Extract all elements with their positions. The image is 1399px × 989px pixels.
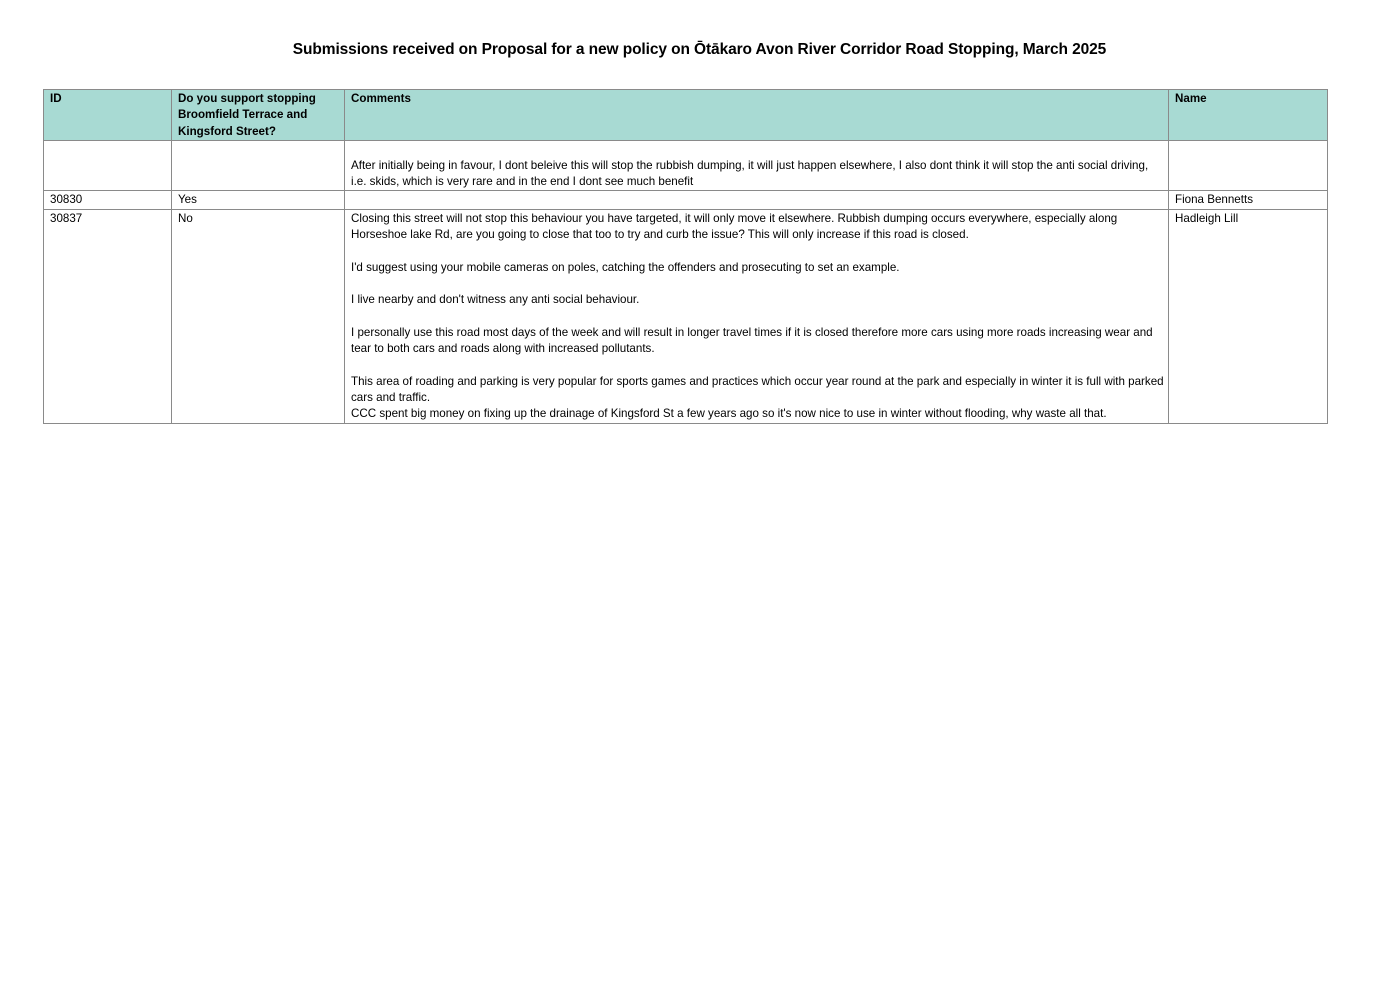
page-title: Submissions received on Proposal for a new policy on Ōtākaro Avon River Corridor Road Stopping, March 2025 bbox=[292, 41, 1107, 58]
submissions-table bbox=[43, 89, 1328, 424]
column-header-support: Do you support stopping Broomfield Terrace and Kingsford Street? bbox=[172, 90, 345, 141]
cell-id: 30837 bbox=[44, 209, 172, 423]
comment-paragraph: This area of roading and parking is very popular for sports games and practices which occur year round at the park and especially in winter it is full with parked cars and traffic. bbox=[351, 374, 1164, 405]
table-header-row bbox=[44, 90, 1328, 141]
cell-comments bbox=[345, 140, 1169, 191]
cell-name: Fiona Bennetts bbox=[1169, 191, 1328, 209]
table-row bbox=[44, 191, 1328, 209]
column-header-comments: Comments bbox=[345, 90, 1169, 141]
cell-name: Hadleigh Lill bbox=[1169, 209, 1328, 423]
cell-support: No bbox=[172, 209, 345, 423]
comment-paragraph: I'd suggest using your mobile cameras on poles, catching the offenders and prosecuting to set an example. bbox=[351, 260, 900, 274]
cell-support bbox=[172, 140, 345, 191]
cell-comments bbox=[345, 191, 1169, 209]
column-header-id: ID bbox=[44, 90, 172, 141]
cell-id bbox=[44, 140, 172, 191]
table-row bbox=[44, 209, 1328, 423]
cell-support: Yes bbox=[172, 191, 345, 209]
cell-id: 30830 bbox=[44, 191, 172, 209]
comment-text: After initially being in favour, I dont beleive this will stop the rubbish dumping, it will just happen elsewhere, I also dont think it will stop the anti social driving, i.e. skids, which is very rare and in the end I dont see much benefit bbox=[351, 158, 1149, 189]
table-row bbox=[44, 140, 1328, 191]
comment-paragraph: I live nearby and don't witness any anti social behaviour. bbox=[351, 293, 640, 307]
column-header-name: Name bbox=[1169, 90, 1328, 141]
comment-paragraph: Closing this street will not stop this behaviour you have targeted, it will only move it elsewhere. Rubbish dumping occurs everywhere, especially along Horseshoe lake Rd, are you going to close that too to try and curb the issue? This will only increase if this road is closed. bbox=[351, 211, 1118, 242]
comment-paragraph: CCC spent big money on fixing up the drainage of Kingsford St a few years ago so it's now nice to use in winter without flooding, why waste all that. bbox=[351, 407, 1107, 421]
comment-paragraph: I personally use this road most days of the week and will result in longer travel times if it is closed therefore more cars using more roads increasing wear and tear to both cars and roads along with increased pollutants. bbox=[351, 325, 1153, 356]
cell-name bbox=[1169, 140, 1328, 191]
cell-comments bbox=[345, 209, 1169, 423]
